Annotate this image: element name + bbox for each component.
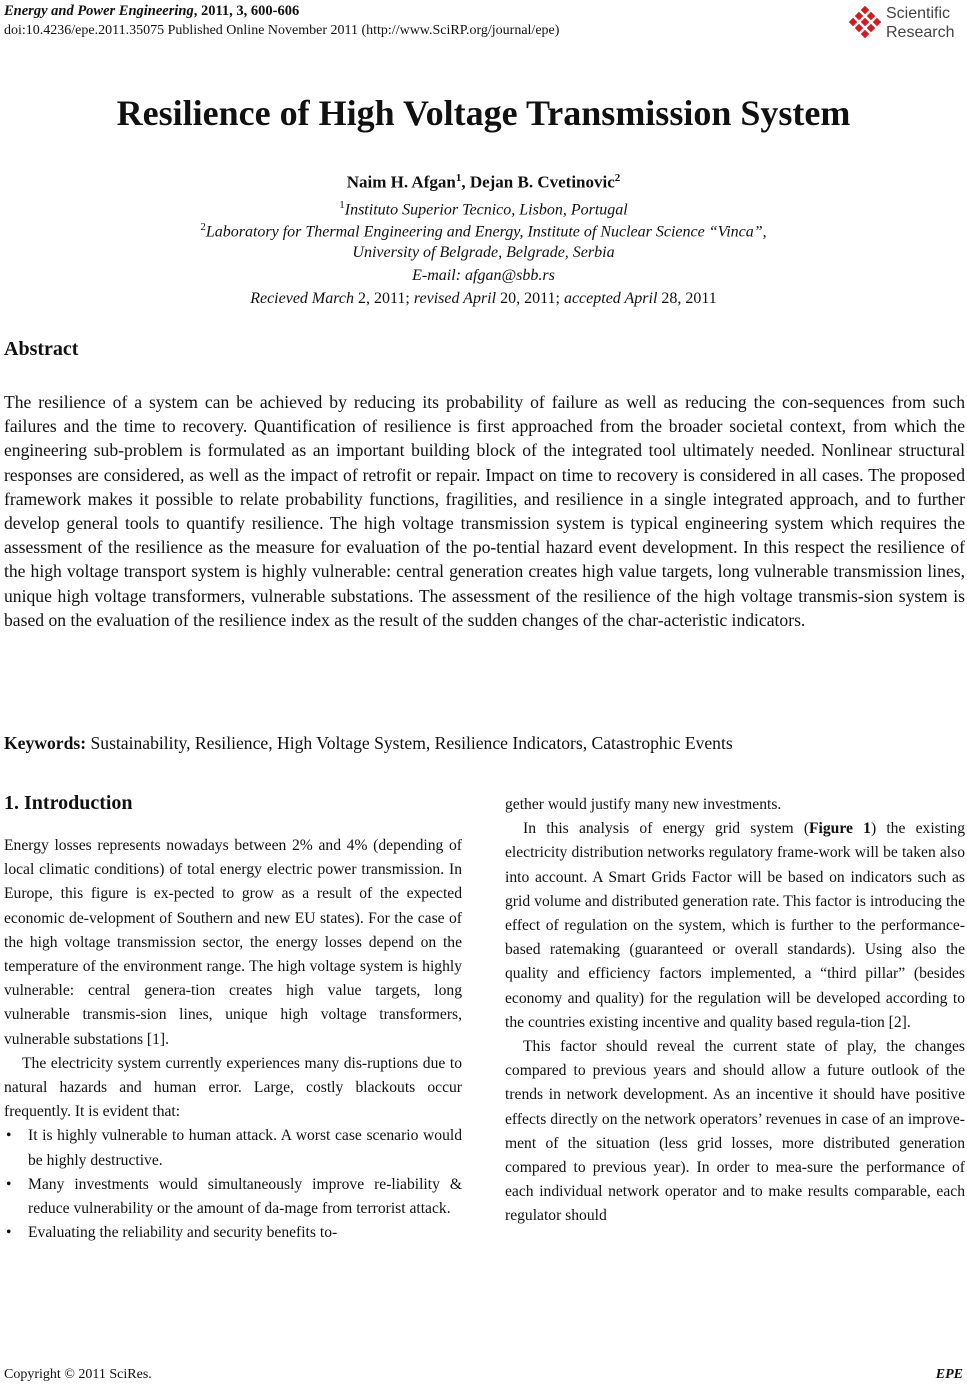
revised-label: revised April [413, 290, 501, 307]
intro-paragraph-2: The electricity system currently experiences many dis-ruptions due to natural hazards and human error. Large, costly blackouts occur frequently. It is evident that: [4, 1054, 462, 1121]
doi-line: doi:10.4236/epe.2011.35075 Published Online November 2011 (http://www.SciRP.org/journal/epe) [4, 23, 560, 38]
email-line [0, 267, 967, 285]
figure-1-reference[interactable]: Figure 1 [809, 820, 871, 838]
list-item [6, 1124, 462, 1172]
bullet-icon: • [6, 1127, 12, 1145]
list-item-text: It is highly vulnerable to human attack. A worst case scenario would be highly destructive. [28, 1127, 462, 1169]
dates-line [0, 290, 967, 308]
copyright-notice: Copyright © 2011 SciRes. [4, 1367, 152, 1382]
affiliation-2 [0, 221, 967, 241]
email-address[interactable]: afgan@sbb.rs [465, 267, 555, 284]
affiliation-2-mark: 2 [200, 221, 206, 233]
author-separator: , [461, 172, 470, 192]
paper-title: Resilience of High Voltage Transmission System [116, 93, 851, 133]
scientific-research-logo [848, 4, 967, 44]
list-item [6, 1173, 462, 1221]
keywords-label: Keywords: [4, 733, 87, 753]
paragraph-text: ) the existing electricity distribution networks regulatory frame-work will be taken also into account. A Smart Grids Factor will be based on indicators such as grid volume and distributed generation rate. This factor is introducing the effect of regulation on the system, which is further to the performance-based ratemaking (guaranteed or overall standards). Using also the quality and efficiency factors implemented, a “third pillar” (besides economy and quality) for the regulation will be developed according to the countries existing incentive and quality based regula-tion [2]. [505, 820, 965, 1031]
grid-analysis-paragraph [505, 817, 965, 1035]
left-column [4, 790, 462, 1245]
author-1-affiliation-mark: 1 [455, 172, 462, 184]
author-2-affiliation-mark: 2 [614, 172, 621, 184]
bullet-icon: • [6, 1175, 12, 1193]
continued-paragraph: gether would justify many new investments. [505, 796, 782, 813]
abstract-text: The resilience of a system can be achieved by reducing its probability of failure as well as reducing the con-sequences from such failures and the time to recovery. Quantification of resilience is first approached from the broader societal context, from which the engineering sub-problem is formulated as an important building block of the integrated tool ultimately needed. Nonlinear structural responses are considered, as well as the impact of retrofit or repair. Impact on time to recovery is considered in all cases. The proposed framework makes it possible to relate probability functions, fragilities, and resilience in a single integrated approach, and to further develop general tools to quantify resilience. The high voltage transmission system is typical engineering system which requires the assessment of the resilience as the measure for evaluation of the po-tential hazard event development. In this respect the resilience of the high voltage transport system is highly vulnerable: central generation creates high value targets, long vulnerable transmission lines, unique high voltage transformers, vulnerable substations. The assessment of the resilience of the high voltage transmis-sion system is based on the evaluation of the resilience index as the result of the sudden changes of the char-acteristic indicators. [4, 392, 965, 630]
abstract-heading: Abstract [4, 338, 79, 360]
bullet-icon: • [6, 1224, 12, 1242]
journal-name: Energy and Power Engineering [4, 3, 194, 19]
affiliation-2-institute: “Vinca”, [708, 223, 767, 241]
affiliation-1-text: Instituto Superior Tecnico, Lisbon, Portugal [344, 201, 628, 219]
accepted-date: 28, 2011 [661, 290, 717, 307]
accepted-label: accepted April [563, 290, 662, 307]
journal-abbreviation: EPE [935, 1367, 963, 1382]
affiliation-1-mark: 1 [339, 199, 345, 211]
list-item-text: Many investments would simultaneously improve re-liability & reduce vulnerability or the amount of da-mage from terrorist attack. [28, 1175, 462, 1218]
journal-citation [4, 3, 299, 20]
keywords-list: Sustainability, Resilience, High Voltage System, Resilience Indicators, Catastrophic Events [86, 733, 733, 753]
logo-diamond-icon [848, 6, 882, 40]
logo-line-1: Scientific [886, 5, 951, 22]
author-2: Dejan B. Cvetinovic [469, 172, 615, 192]
smart-grid-factor-paragraph: This factor should reveal the current state of play, the changes compared to previous years and should allow a future outlook of the trends in network development. As an incentive it should have positive effects directly on the network operators’ revenues in case of an improve-ment of the situation (less grid losses, more distributed generation compared to previous year). In order to mea-sure the performance of each individual network operator and to make results comparable, each regulator should [505, 1038, 965, 1225]
journal-volume: , 2011, 3, 600-606 [193, 3, 300, 19]
list-item [6, 1221, 462, 1245]
received-label: Recieved March [250, 290, 358, 307]
author-list [0, 172, 967, 193]
affiliation-1 [0, 199, 967, 219]
keywords [4, 733, 965, 754]
affiliation-university: University of Belgrade, Belgrade, Serbia [352, 244, 615, 261]
email-label: E-mail: [412, 267, 466, 284]
intro-paragraph-1: Energy losses represents nowadays between 2% and 4% (depending of local climatic conditions) of total energy electric power transmission. In Europe, this figure is ex-pected to grow as a result of the expected economic de-velopment of Southern and new EU states). For the case of the high voltage transmission sector, the energy losses depend on the temperature of the environment range. The high voltage system is highly vulnerable: central genera-tion creates high value targets, long vulnerable transmis-sion lines, unique high voltage transformers, vulnerable substations [1]. [4, 837, 462, 1048]
logo-line-2: Research [886, 24, 955, 41]
affiliation-2-text: Laboratory for Thermal Engineering and Energy, Institute of Nuclear Science [205, 223, 709, 241]
right-column [505, 793, 965, 1229]
list-item-text: Evaluating the reliability and security benefits to- [28, 1224, 338, 1242]
author-1: Naim H. Afgan [346, 172, 456, 192]
revised-date: 20, 2011; [500, 290, 564, 307]
received-date: 2, 2011; [358, 290, 414, 307]
intro-bullet-list [4, 1124, 462, 1245]
section-heading-introduction: 1. Introduction [4, 792, 133, 814]
paragraph-text: In this analysis of energy grid system ( [523, 820, 810, 838]
logo-text [886, 4, 954, 42]
